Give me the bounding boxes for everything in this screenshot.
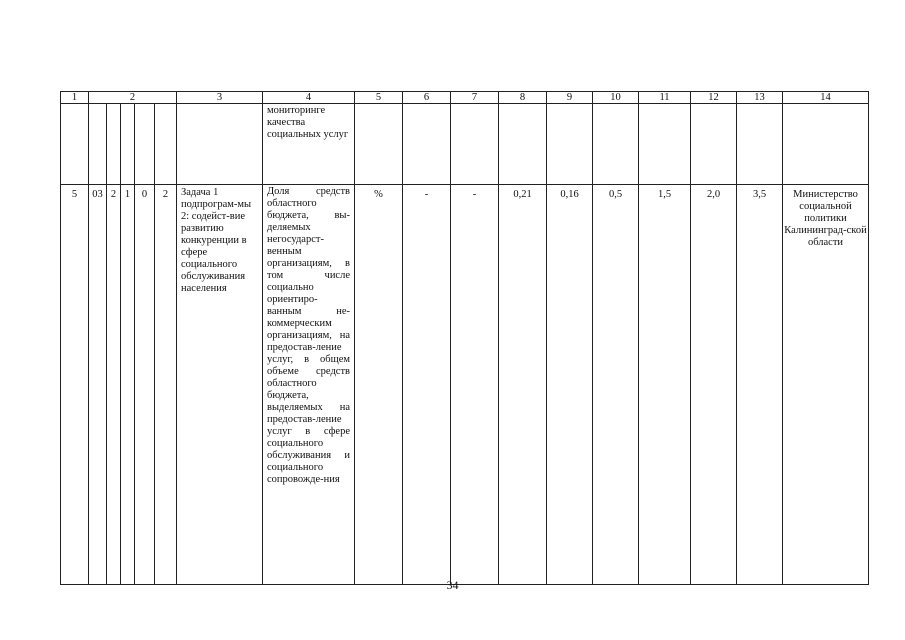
header-cell: 7: [451, 92, 499, 104]
header-cell: 1: [61, 92, 89, 104]
row-number-cell: 5: [61, 185, 89, 585]
responsible-cell: Министерство социальной политики Калининград-ской области: [783, 185, 869, 585]
value-cell: -: [451, 185, 499, 585]
table-cell: [593, 104, 639, 185]
table-cell: [89, 104, 107, 185]
page-number: 34: [446, 578, 459, 592]
table-cell: [451, 104, 499, 185]
table-cell: [691, 104, 737, 185]
table-cell: [135, 104, 155, 185]
value-cell: 2,0: [691, 185, 737, 585]
table-row: [61, 185, 869, 585]
indicators-table: [60, 91, 869, 585]
header-cell: 12: [691, 92, 737, 104]
table-cell: [737, 104, 783, 185]
indicator-text-cell: мониторинге качества социальных услуг: [263, 104, 355, 185]
header-cell: 5: [355, 92, 403, 104]
code-cell: 03: [89, 185, 107, 585]
value-cell: -: [403, 185, 451, 585]
header-cell: 9: [547, 92, 593, 104]
value-cell: 3,5: [737, 185, 783, 585]
header-row: [61, 92, 869, 104]
table-cell: [499, 104, 547, 185]
unit-cell: %: [355, 185, 403, 585]
table-cell: [547, 104, 593, 185]
code-cell: 1: [121, 185, 135, 585]
table-cell: [107, 104, 121, 185]
header-cell: 4: [263, 92, 355, 104]
table-cell: [783, 104, 869, 185]
header-cell: 3: [177, 92, 263, 104]
value-cell: 1,5: [639, 185, 691, 585]
value-cell: 0,21: [499, 185, 547, 585]
value-cell: 0,16: [547, 185, 593, 585]
header-cell: 14: [783, 92, 869, 104]
value-cell: 0,5: [593, 185, 639, 585]
table-row: [61, 104, 869, 185]
code-cell: 2: [107, 185, 121, 585]
indicator-text-cell: Доля средств областного бюджета, вы-деляемых негосударст-венным организациям, в том числе социально ориентиро-ванным не-коммерческим организациям, на предостав-ление услуг, в общем объеме средств областного бюджета, выделяемых на предостав-ление услуг в сфере социального обслуживания и социального сопровожде-ния: [263, 185, 355, 585]
table-cell: [177, 104, 263, 185]
header-cell: 6: [403, 92, 451, 104]
table-cell: [355, 104, 403, 185]
code-cell: 0: [135, 185, 155, 585]
header-cell: 13: [737, 92, 783, 104]
code-cell: 2: [155, 185, 177, 585]
header-cell: 10: [593, 92, 639, 104]
table-cell: [403, 104, 451, 185]
header-cell: 11: [639, 92, 691, 104]
header-cell: 8: [499, 92, 547, 104]
header-cell: 2: [89, 92, 177, 104]
table-cell: [155, 104, 177, 185]
task-name-cell: Задача 1 подпрограм-мы 2: содейст-вие развитию конкуренции в сфере социального обслуживания населения: [177, 185, 263, 585]
table-cell: [121, 104, 135, 185]
table-cell: [639, 104, 691, 185]
table-cell: [61, 104, 89, 185]
